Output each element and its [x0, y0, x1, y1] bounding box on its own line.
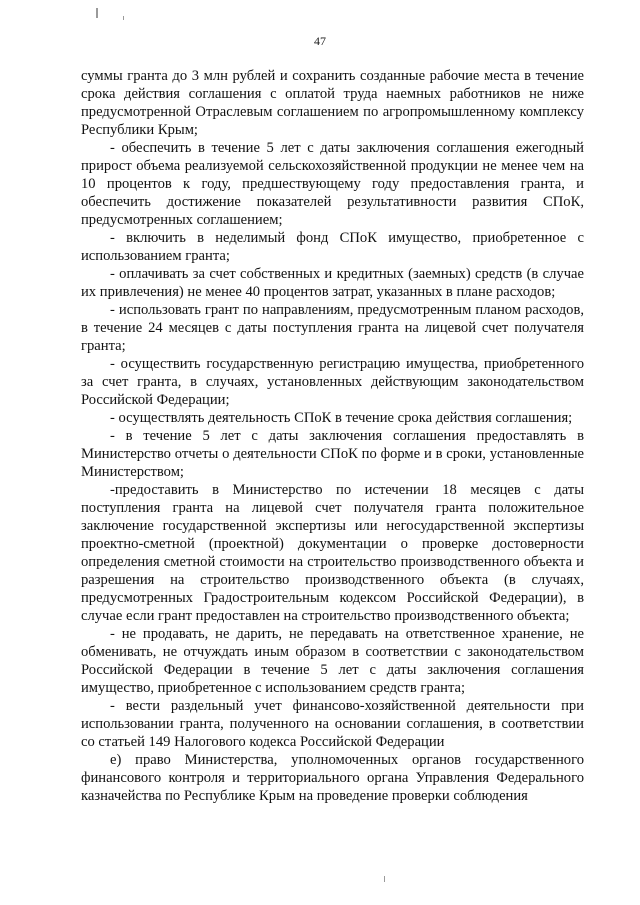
paragraph-2: - обеспечить в течение 5 лет с даты заключения соглашения ежегодный прирост объема реализуемой сельскохозяйственной продукции не менее чем на 10 процентов к году, предшествующему году предоставления гранта, и обеспечить достижение показателей результативности развития СПоК, предусмотренных соглашением; — [81, 140, 584, 228]
paragraph-4: - оплачивать за счет собственных и кредитных (заемных) средств (в случае их привлечения) не менее 40 процентов затрат, указанных в плане расходов; — [81, 266, 584, 300]
paragraph-7: - осуществлять деятельность СПоК в течение срока действия соглашения; — [110, 410, 573, 426]
paragraph-5: - использовать грант по направлениям, предусмотренным планом расходов, в течение 24 месяцев с даты поступления гранта на лицевой счет получателя гранта; — [81, 302, 584, 354]
scan-speck — [384, 876, 385, 882]
scan-speck — [123, 16, 124, 20]
paragraph-11: - вести раздельный учет финансово-хозяйственной деятельности при использовании гранта, полученного на основании соглашения, в соответствии со статьей 149 Налогового кодекса Российской Федерации — [81, 698, 584, 750]
paragraph-10: - не продавать, не дарить, не передавать на ответственное хранение, не обменивать, не отчуждать иным образом в соответствии с законодательством Российской Федерации в течение 5 лет с даты заключения соглашения имущество, приобретенное с использованием средств гранта; — [81, 626, 584, 696]
paragraph-8: - в течение 5 лет с даты заключения соглашения предоставлять в Министерство отчеты о деятельности СПоК по форме и в сроки, установленные Министерством; — [81, 428, 584, 480]
paragraph-6: - осуществить государственную регистрацию имущества, приобретенного за счет гранта, в случаях, установленных действующим законодательством Российской Федерации; — [81, 356, 584, 408]
page-number: 47 — [314, 34, 326, 48]
paragraph-1: суммы гранта до 3 млн рублей и сохранить созданные рабочие места в течение срока действия соглашения с оплатой труда наемных работников не ниже предусмотренной Отраслевым соглашением по агропромышленному комплексу Республики Крым; — [81, 68, 584, 138]
paragraph-9: -предоставить в Министерство по истечении 18 месяцев с даты поступления гранта на лицевой счет получателя гранта положительное заключение государственной экспертизы или негосударственной экспертизы проектно-сметной (проектной) документации о проверке достоверности определения сметной стоимости на строительство производственного объекта и разрешения на строительство производственного объекта (в случаях, предусмотренных Градостроительным кодексом Российской Федерации), в случае если грант предоставлен на строительство производственного объекта; — [81, 482, 584, 624]
body-text — [81, 67, 584, 805]
paragraph-12: е) право Министерства, уполномоченных органов государственного финансового контроля и территориального органа Управления Федерального казначейства по Республике Крым на проведение проверки соблюдения — [81, 752, 584, 804]
scan-speck — [96, 8, 98, 18]
paragraph-3: - включить в неделимый фонд СПоК имущество, приобретенное с использованием гранта; — [81, 230, 584, 264]
